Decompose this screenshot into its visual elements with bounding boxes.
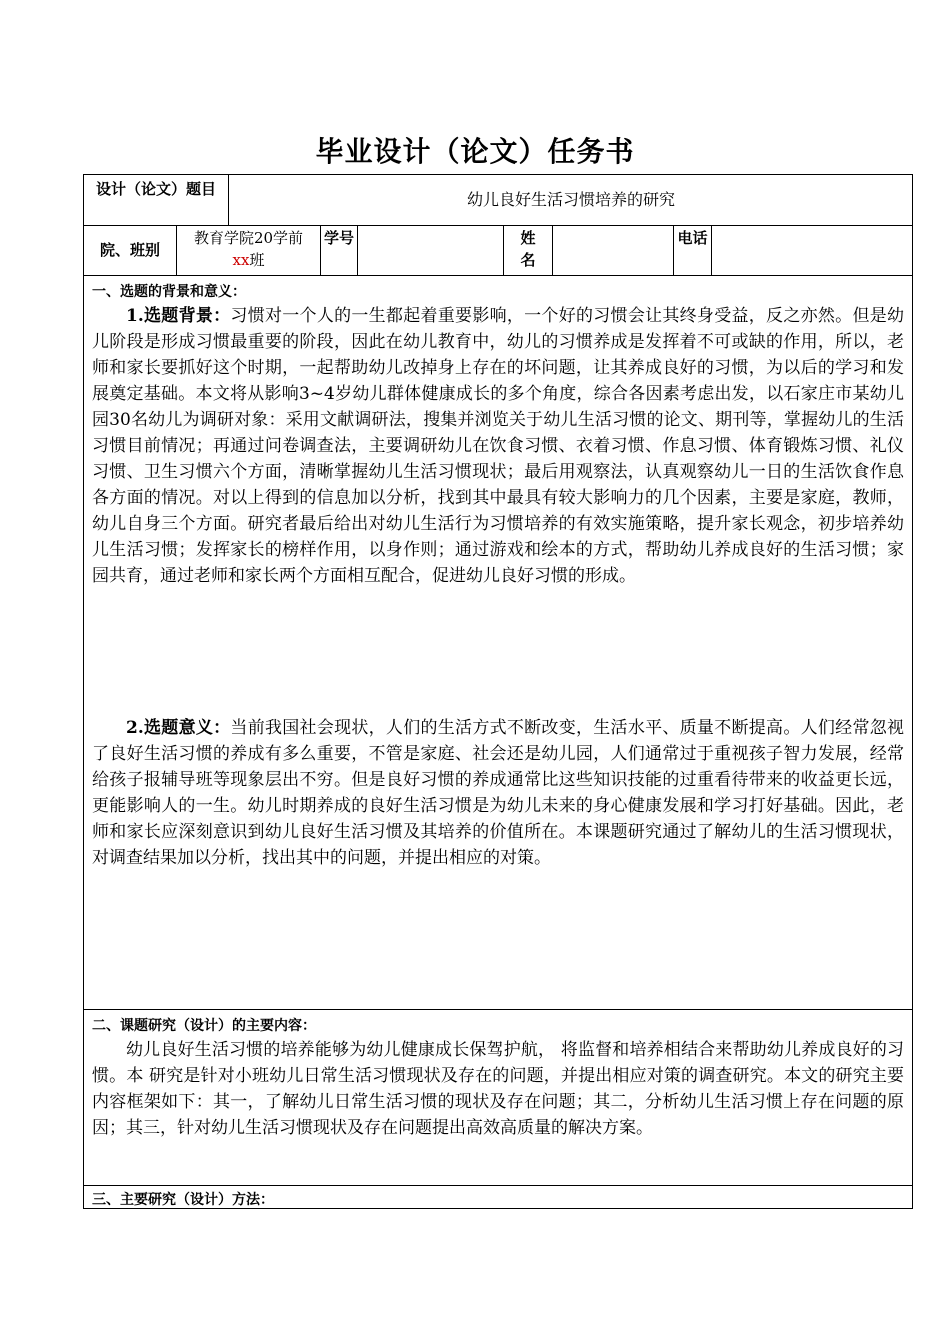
section-1-significance [92, 715, 904, 871]
college-value [177, 227, 320, 271]
name-label: 姓名 [520, 229, 536, 269]
class-suffix: 班 [249, 251, 265, 269]
section-3-heading: 三、主要研究（设计）方法： [92, 1192, 274, 1208]
col-divider [503, 225, 504, 275]
section-1-heading: 一、选题的背景和意义： [92, 284, 246, 300]
significance-paragraph [92, 715, 904, 871]
college-label: 院、班别 [99, 241, 160, 259]
college-value-line1: 教育学院20学前 [193, 229, 304, 247]
row-divider [84, 275, 912, 276]
topic-label: 设计（论文）题目 [95, 180, 216, 198]
content-paragraph: 幼儿良好生活习惯的培养能够为幼儿健康成长保驾护航， 将监督和培养相结合来帮助幼儿养成良好的习惯。本 研究是针对小班幼儿日常生活习惯现状及存在的问题，并提出相应对策的调查研究。本文的研究主要内容框架如下：其一，了解幼儿日常生活习惯的现状及存在问题；其二，分析幼儿生活习惯上存在问题的原因；其三，针对幼儿生活习惯现状及存在问题提出高效高质量的解决方案。 [92, 1040, 904, 1138]
section-2-heading: 二、课题研究（设计）的主要内容： [92, 1018, 316, 1034]
student-id-label: 学号 [323, 229, 354, 247]
col-divider [357, 225, 358, 275]
col-divider [552, 225, 553, 275]
task-table [83, 174, 913, 1209]
significance-label: 2.选题意义： [126, 718, 231, 738]
row-divider [84, 1185, 912, 1186]
background-paragraph [92, 303, 904, 589]
college-value-line2 [177, 249, 320, 271]
section-1-background [92, 303, 904, 589]
col-divider [711, 225, 712, 275]
topic-value: 幼儿良好生活习惯培养的研究 [466, 190, 675, 209]
section-2-content [92, 1037, 904, 1141]
document-title: 毕业设计（论文）任务书 [315, 135, 635, 168]
class-placeholder: xx [232, 251, 250, 269]
row-divider [84, 1009, 912, 1010]
background-text: 习惯对一个人的一生都起着重要影响，一个好的习惯会让其终身受益，反之亦然。但是幼儿阶段是形成习惯最重要的阶段，因此在幼儿教育中，幼儿的习惯养成是发挥着不可或缺的作用，所以，老师和家长要抓好这个时期，一起帮助幼儿改掉身上存在的坏问题，让其养成良好的习惯，为以后的学习和发展奠定基础。本文将从影响3~4岁幼儿群体健康成长的多个角度，综合各因素考虑出发，以石家庄市某幼儿园30名幼儿为调研对象：采用文献调研法，搜集并浏览关于幼儿生活习惯的论文、期刊等，掌握幼儿的生活习惯目前情况；再通过问卷调查法，主要调研幼儿在饮食习惯、衣着习惯、作息习惯、体育锻炼习惯、礼仪习惯、卫生习惯六个方面，清晰掌握幼儿生活习惯现状；最后用观察法，认真观察幼儿一日的生活饮食作息各方面的情况。对以上得到的信息加以分析，找到其中最具有较大影响力的几个因素，主要是家庭，教师，幼儿自身三个方面。研究者最后给出对幼儿生活行为习惯培养的有效实施策略，提升家长观念，初步培养幼儿生活习惯；发挥家长的榜样作用，以身作则；通过游戏和绘本的方式，帮助幼儿养成良好的生活习惯；家园共育，通过老师和家长两个方面相互配合，促进幼儿良好习惯的形成。 [92, 306, 904, 586]
phone-label: 电话 [677, 229, 708, 247]
row-divider [84, 225, 912, 226]
significance-text: 当前我国社会现状，人们的生活方式不断改变，生活水平、质量不断提高。人们经常忽视了良好生活习惯的养成有多么重要，不管是家庭、社会还是幼儿园，人们通常过于重视孩子智力发展，经常给孩子报辅导班等现象层出不穷。但是良好习惯的养成通常比这些知识技能的过重看待带来的收益更长远，更能影响人的一生。幼儿时期养成的良好生活习惯是为幼儿未来的身心健康发展和学习打好基础。因此，老师和家长应深刻意识到幼儿良好生活习惯及其培养的价值所在。本课题研究通过了解幼儿的生活习惯现状，对调查结果加以分析，找出其中的问题，并提出相应的对策。 [92, 718, 904, 868]
background-label: 1.选题背景： [126, 306, 231, 326]
